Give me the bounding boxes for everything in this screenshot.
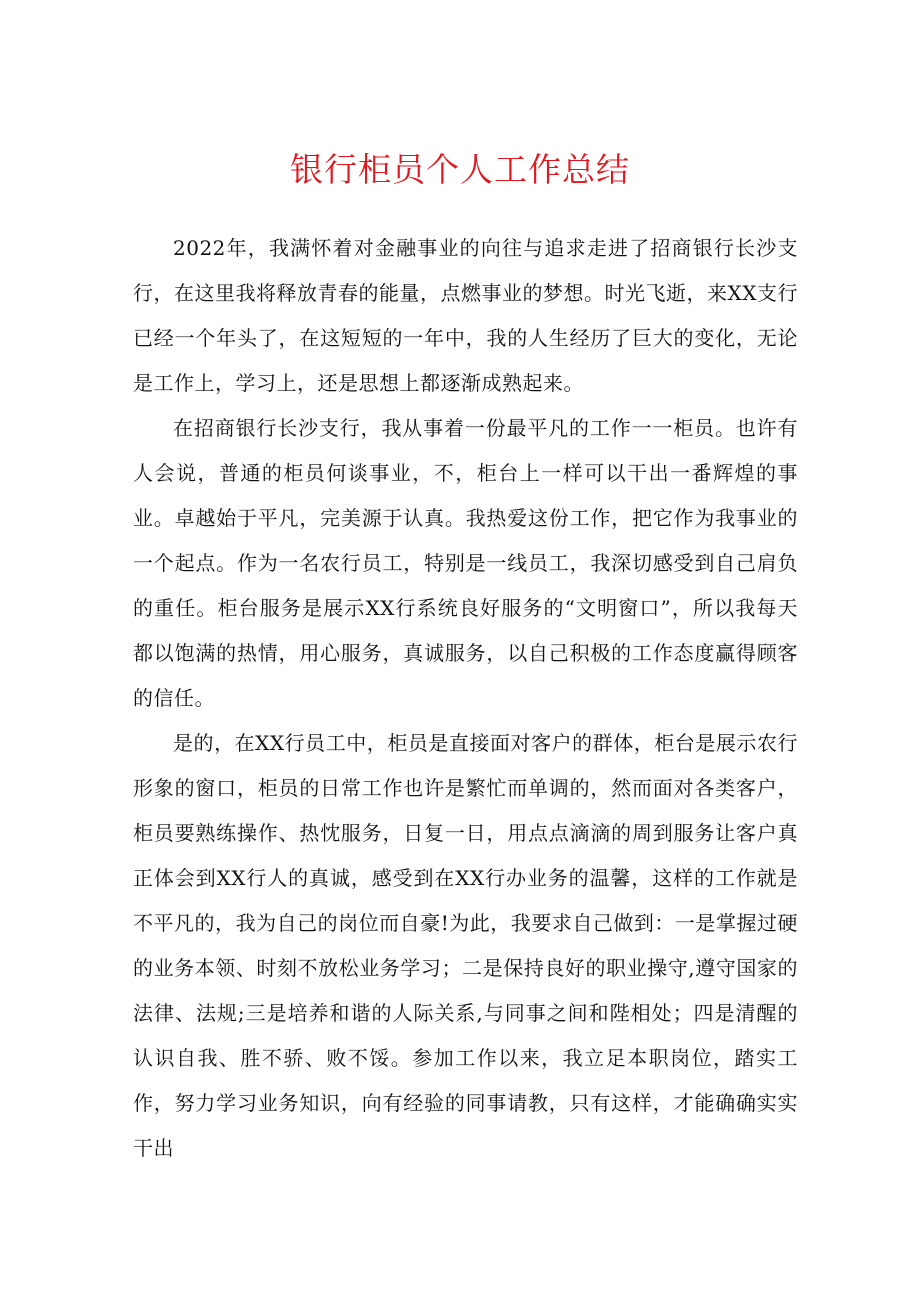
- paragraph-3: 是的，在XX行员工中，柜员是直接面对客户的群体，柜台是展示农行形象的窗口，柜员的日常工作也许是繁忙而单调的，然而面对各类客户，柜员要熟练操作、热忱服务，日复一日，用点点滴滴的周到服务让客户真正体会到XX行人的真诚，感受到在XX行办业务的温馨，这样的工作就是不平凡的，我为自己的岗位而自豪!为此，我要求自己做到：一是掌握过硬的业务本领、时刻不放松业务学习；二是保持良好的职业操守,遵守国家的法律、法规;三是培养和谐的人际关系,与同事之间和陛相处；四是清醒的认识自我、胜不骄、败不馁。参加工作以来，我立足本职岗位，踏实工作，努力学习业务知识，向有经验的同事请教，只有这样，才能确确实实干出: [133, 731, 798, 1160]
- paragraph-1: 2022年，我满怀着对金融事业的向往与追求走进了招商银行长沙支行，在这里我将释放青春的能量，点燃事业的梦想。时光飞逝，来XX支行已经一个年头了，在这短短的一年中，我的人生经历了巨大的变化，无论是工作上，学习上，还是思想上都逐渐成熟起来。: [133, 236, 798, 395]
- paragraph-2: 在招商银行长沙支行，我从事着一份最平凡的工作一一柜员。也许有人会说，普通的柜员何谈事业，不，柜台上一样可以干出一番辉煌的事业。卓越始于平凡，完美源于认真。我热爱这份工作，把它作为我事业的一个起点。作为一名农行员工，特别是一线员工，我深切感受到自己肩负的重任。柜台服务是展示XX行系统良好服务的“文明窗口”，所以我每天都以饱满的热情，用心服务，真诚服务，以自己积极的工作态度赢得顾客的信任。: [133, 416, 798, 710]
- document-body: [133, 226, 798, 1171]
- document-title: 银行柜员个人工作总结: [290, 150, 630, 190]
